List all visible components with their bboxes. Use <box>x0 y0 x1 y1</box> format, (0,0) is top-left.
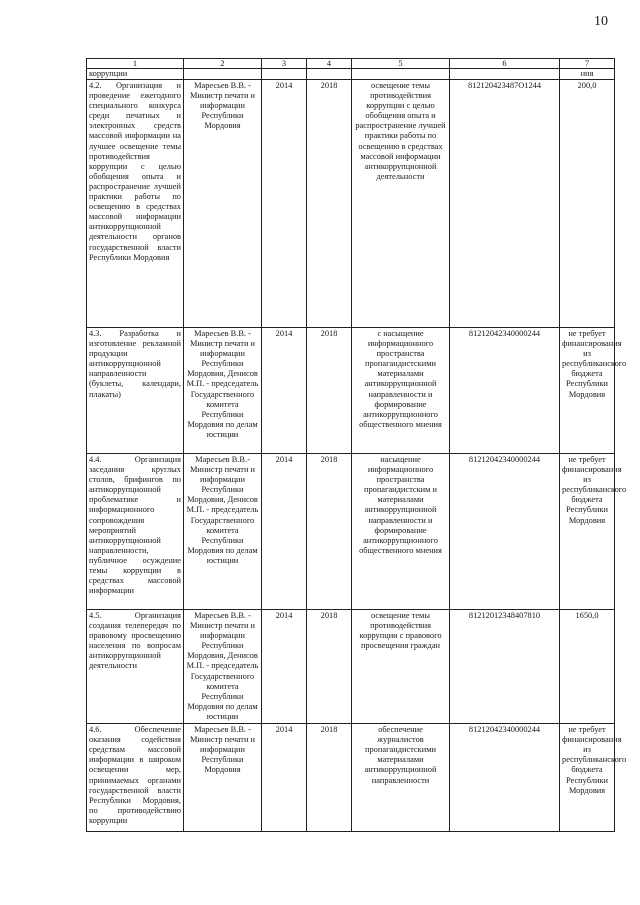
start-year-cell: 2014 <box>262 724 307 832</box>
measures-table <box>86 58 627 832</box>
measure-cell: 4.5. Организация создания телепередач по правовому просвещению населения по вопросам антикоррупционной деятельности <box>87 610 184 724</box>
measure-cell: 4.2. Организация и проведение ежегодного специального конкурса среди печатных и электронных средств массовой информации на лучшее освещение темы противодействия коррупции с целью обобщения опыта и распространение лучшей практики работы по освещению в средствах массовой информации антикоррупционной деятельности органов государственной власти Республики Мордовия <box>87 80 184 328</box>
measure-cell: коррупции <box>87 69 184 80</box>
start-year-cell: 2014 <box>262 610 307 724</box>
responsible-cell <box>184 69 262 80</box>
column-number: 6 <box>450 59 560 69</box>
responsible-cell: Маресьев В.В.- Министр печати и информации Республики Мордовия, Денисов М.П. - председатель Государственного комитета Республики Мордовия по делам юстиции <box>184 454 262 610</box>
table-row <box>87 724 615 832</box>
page-number: 10 <box>594 14 608 29</box>
budget-code-cell: 81212012348407810 <box>450 610 560 724</box>
measure-cell: 4.6. Обеспечение оказания содействия средствам массовой информации в широком освещении мер, принимаемых органами государственной власти Республики Мордовия, по противодействию коррупции <box>87 724 184 832</box>
budget-code-cell: 812120423487О1244 <box>450 80 560 328</box>
result-cell: с насыщение информационного пространства пропагандистскими материалами антикоррупционной направленности и формирование антикоррупционного общественного мнения <box>352 328 450 454</box>
responsible-cell: Маресьев В.В. - Министр печати и информации Республики Мордовия, Денисов М.П. - председатель Государственного комитета Республики Мордовия по делам юстиции <box>184 328 262 454</box>
column-number: 4 <box>307 59 352 69</box>
funding-cell: ния <box>560 69 615 80</box>
end-year-cell: 2018 <box>307 724 352 832</box>
column-number: 5 <box>352 59 450 69</box>
end-year-cell: 2018 <box>307 610 352 724</box>
measure-cell: 4.3. Разработка и изготовление рекламной продукции антикоррупционной направленности (буклеты, календари, плакаты) <box>87 328 184 454</box>
end-year-cell: 2018 <box>307 80 352 328</box>
result-cell: обеспечение журналистов пропагандистскими материалами антикоррупционной направленности <box>352 724 450 832</box>
budget-code-cell <box>450 69 560 80</box>
budget-code-cell: 81212042340000244 <box>450 454 560 610</box>
funding-cell: 200,0 <box>560 80 615 328</box>
responsible-cell: Маресьев В.В. - Министр печати и информации Республики Мордовия <box>184 724 262 832</box>
column-number-row <box>87 59 615 69</box>
funding-cell: не требует финансирования из республиканского бюджета Республики Мордовия <box>560 724 615 832</box>
table-row <box>87 610 615 724</box>
budget-code-cell: 81212042340000244 <box>450 328 560 454</box>
end-year-cell <box>307 69 352 80</box>
table-row <box>87 454 615 610</box>
funding-cell: не требует финансирования из республиканского бюджета Республики Мордовия <box>560 454 615 610</box>
result-cell: освещение темы противодействия коррупции с правового просвещения граждан <box>352 610 450 724</box>
result-cell: насыщение информационного пространства пропагандистским и материалами антикоррупционной направленности и формирование антикоррупционного общественного мнения <box>352 454 450 610</box>
table-row <box>87 80 615 328</box>
budget-code-cell: 81212042340000244 <box>450 724 560 832</box>
start-year-cell: 2014 <box>262 454 307 610</box>
start-year-cell: 2014 <box>262 80 307 328</box>
funding-cell: не требует финансирования из республиканского бюджета Республики Мордовия <box>560 328 615 454</box>
responsible-cell: Маресьев В.В. - Министр печати и информации Республики Мордовия <box>184 80 262 328</box>
end-year-cell: 2018 <box>307 328 352 454</box>
start-year-cell <box>262 69 307 80</box>
column-number: 7 <box>560 59 615 69</box>
result-cell: освещение темы противодействия коррупции с целью обобщения опыта и распространение лучшей практики работы по освещению в средствах массовой информации антикоррупционной деятельности <box>352 80 450 328</box>
table-row <box>87 328 615 454</box>
column-number: 3 <box>262 59 307 69</box>
table-row-continuation <box>87 69 615 80</box>
measure-cell: 4.4. Организация заседания круглых столов, брифингов по антикоррупционной проблематике и информационного сопровождения мероприятий антикоррупционной направленности, публичное осуждение темы коррупции в средствах массовой информации <box>87 454 184 610</box>
result-cell <box>352 69 450 80</box>
column-number: 2 <box>184 59 262 69</box>
start-year-cell: 2014 <box>262 328 307 454</box>
column-number: 1 <box>87 59 184 69</box>
funding-cell: 1650,0 <box>560 610 615 724</box>
responsible-cell: Маресьев В.В. - Министр печати и информации Республики Мордовия, Денисов М.П. - председатель Государственного комитета Республики Мордовия по делам юстиции <box>184 610 262 724</box>
end-year-cell: 2018 <box>307 454 352 610</box>
